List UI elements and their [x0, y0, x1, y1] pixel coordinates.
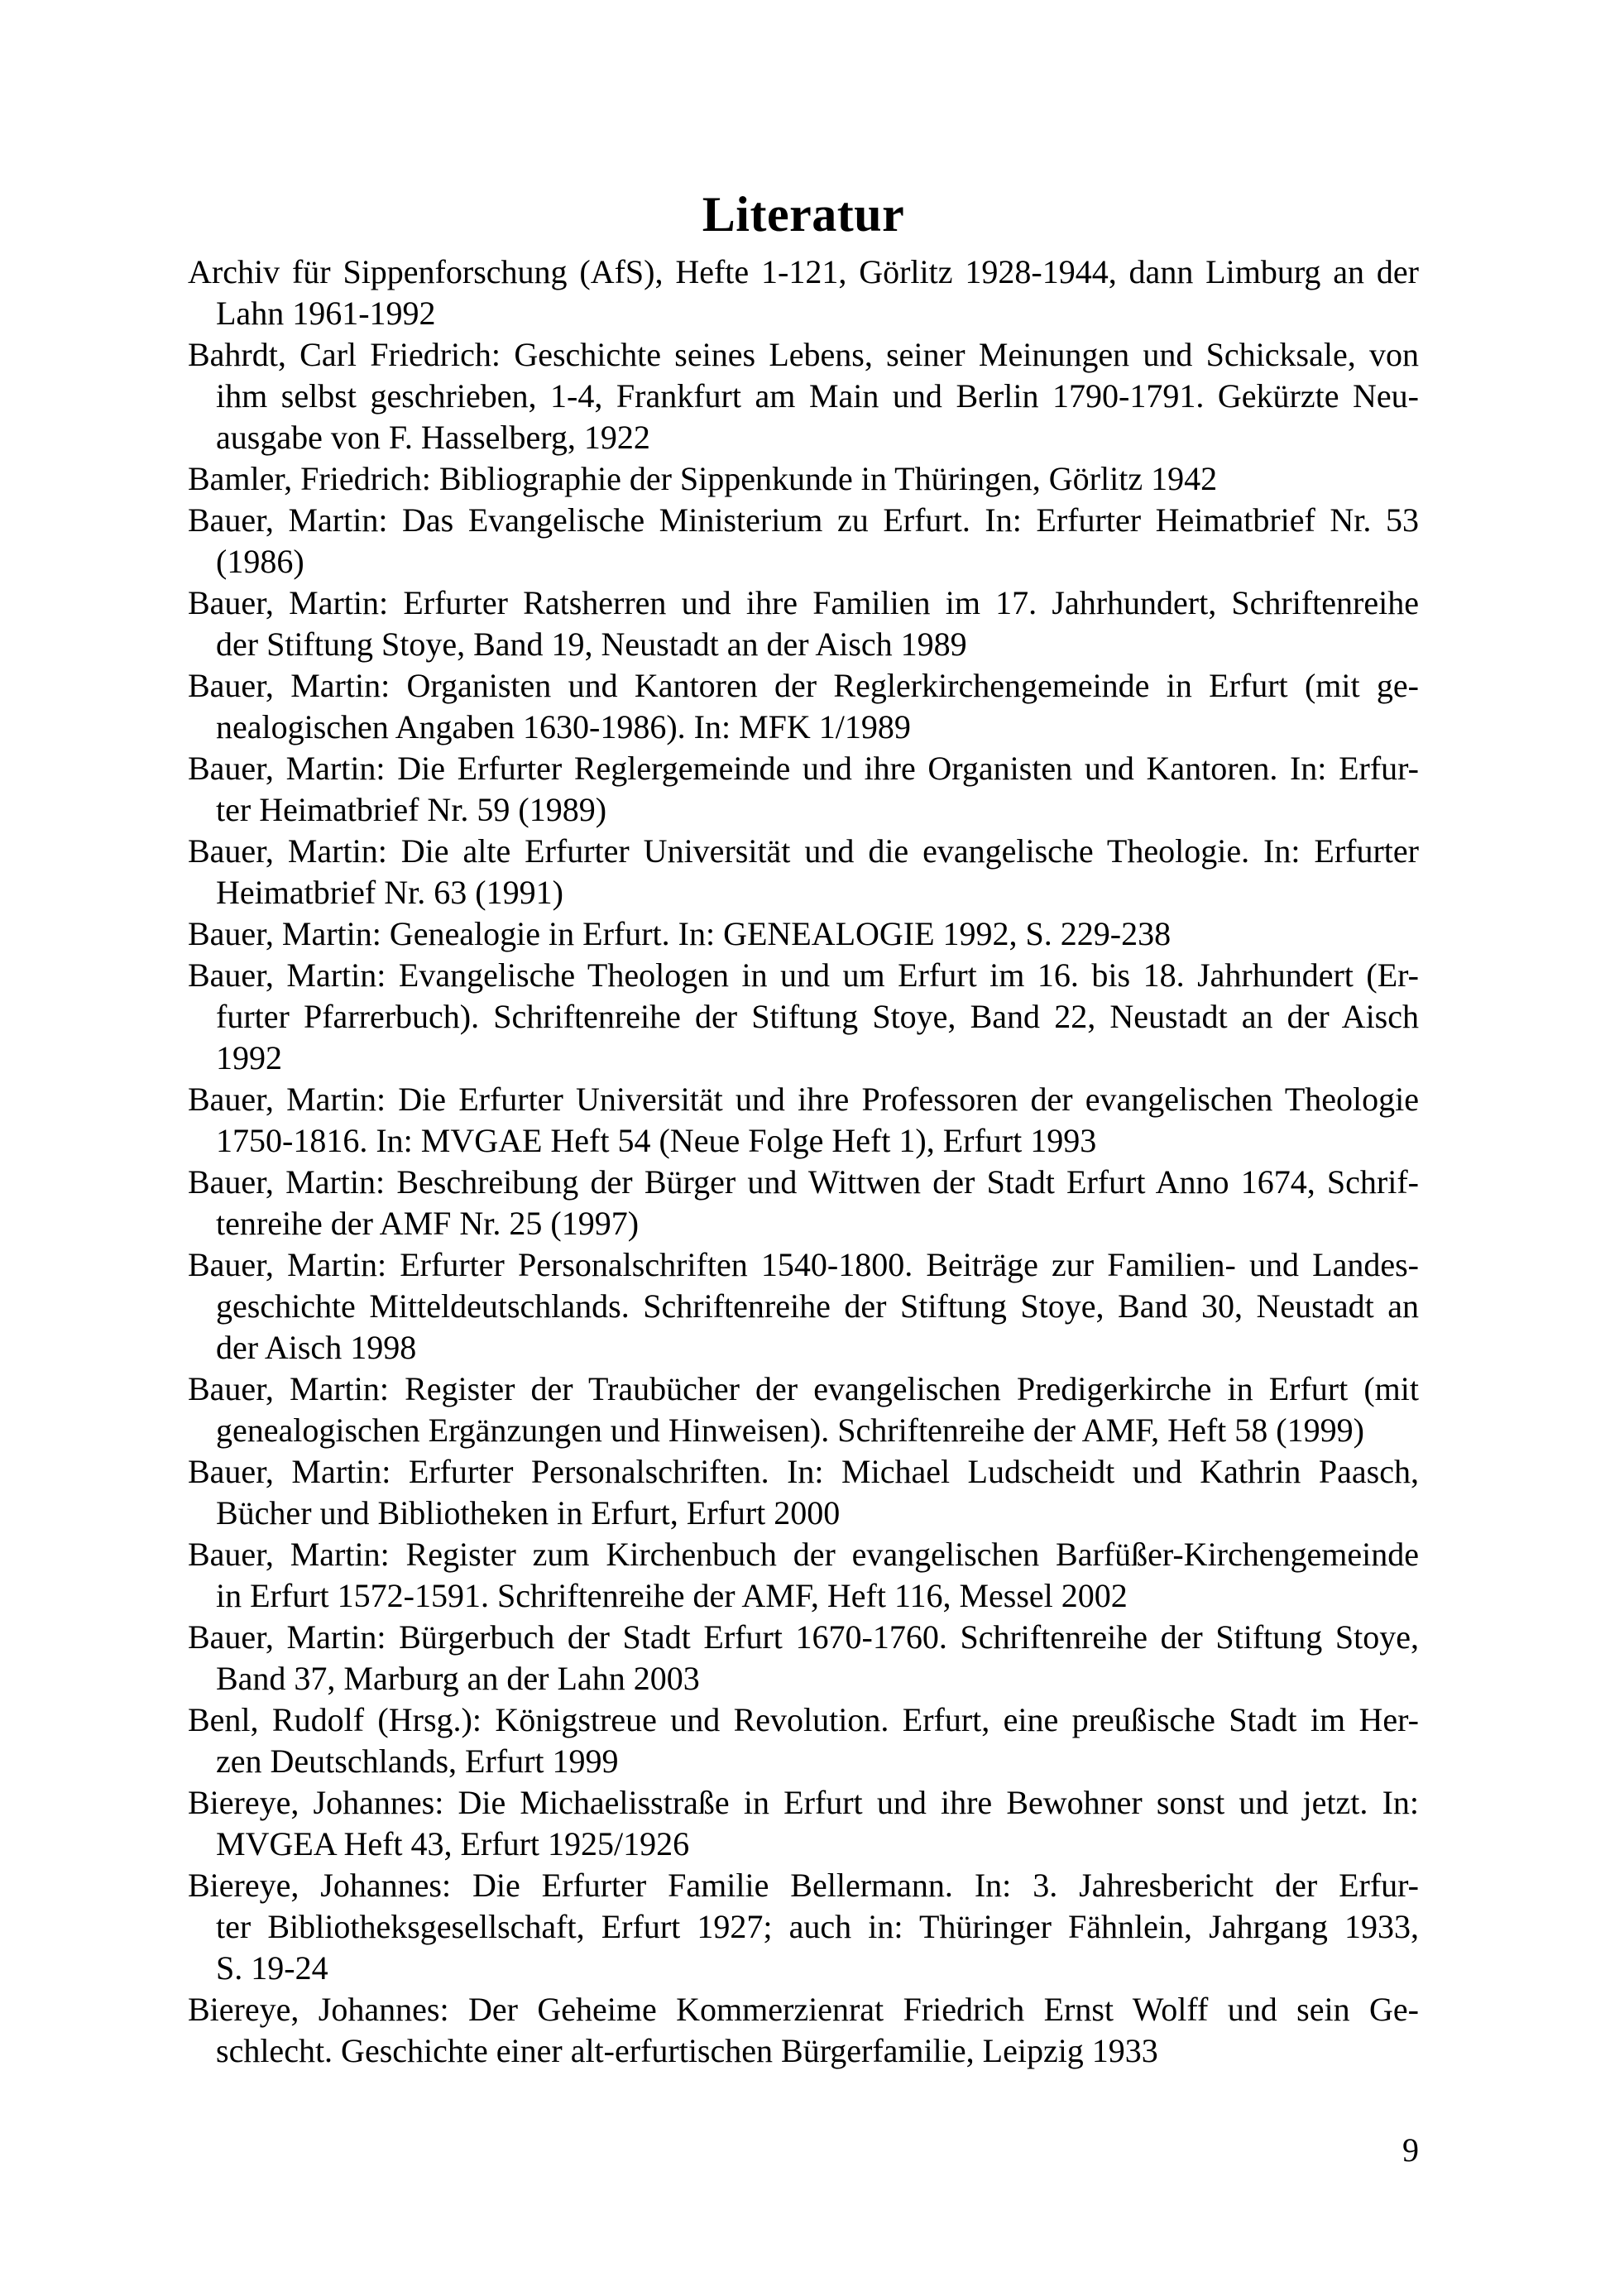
entry-line: S. 19-24 — [216, 1949, 328, 1987]
entry-line: Bauer, Martin: Genealogie in Erfurt. In: GENEALOGIE 1992, S. 229-238 — [188, 915, 1172, 952]
bibliography-entry — [188, 1699, 1419, 1782]
bibliography-entry — [188, 831, 1419, 913]
entry-line: Heimatbrief Nr. 63 (1991) — [216, 874, 563, 911]
page-title: Literatur — [702, 187, 905, 242]
entry-line: furter Pfarrerbuch). Schriftenreihe der Stiftung Stoye, Band 22, Neustadt an der Aisch — [216, 998, 1419, 1035]
entry-line: MVGEA Heft 43, Erfurt 1925/1926 — [216, 1825, 690, 1862]
entry-line: 1750-1816. In: MVGAE Heft 54 (Neue Folge Heft 1), Erfurt 1993 — [216, 1122, 1097, 1159]
entry-line: Biereye, Johannes: Der Geheime Kommerzienrat Friedrich Ernst Wolff und sein Ge- — [188, 1991, 1419, 2028]
bibliography-entry — [188, 665, 1419, 748]
entry-line: tenreihe der AMF Nr. 25 (1997) — [216, 1205, 640, 1242]
bibliography-entry — [188, 458, 1419, 500]
entry-line: Archiv für Sippenforschung (AfS), Hefte 1-121, Görlitz 1928-1944, dann Limburg an der — [188, 253, 1419, 290]
entry-line: Bamler, Friedrich: Bibliographie der Sippenkunde in Thüringen, Görlitz 1942 — [188, 460, 1218, 497]
entry-line: ter Bibliotheksgesellschaft, Erfurt 1927; auch in: Thüringer Fähnlein, Jahrgang 1933, — [216, 1908, 1419, 1945]
entry-line: Bauer, Martin: Register zum Kirchenbuch der evangelischen Barfüßer-Kirchengemeinde — [188, 1536, 1419, 1573]
bibliography-entry — [188, 913, 1419, 955]
entry-line: Bauer, Martin: Erfurter Ratsherren und ihre Familien im 17. Jahrhundert, Schriftenreihe — [188, 584, 1419, 621]
bibliography-entry — [188, 500, 1419, 582]
bibliography-list — [188, 252, 1419, 2072]
entry-line: Bauer, Martin: Register der Traubücher der evangelischen Predigerkirche in Erfurt (mit — [188, 1370, 1419, 1407]
entry-line: der Aisch 1998 — [216, 1329, 417, 1366]
bibliography-entry — [188, 1534, 1419, 1617]
entry-line: Bauer, Martin: Beschreibung der Bürger und Wittwen der Stadt Erfurt Anno 1674, Schrif- — [188, 1163, 1419, 1201]
bibliography-entry — [188, 1451, 1419, 1534]
bibliography-entry — [188, 582, 1419, 665]
bibliography-entry — [188, 252, 1419, 334]
entry-line: Bauer, Martin: Erfurter Personalschriften 1540-1800. Beiträge zur Familien- und Landes- — [188, 1246, 1419, 1283]
entry-line: Bauer, Martin: Evangelische Theologen in und um Erfurt im 16. bis 18. Jahrhundert (Er- — [188, 956, 1419, 994]
entry-line: Bauer, Martin: Die Erfurter Reglergemeinde und ihre Organisten und Kantoren. In: Erfur- — [188, 750, 1419, 787]
entry-line: Bauer, Martin: Das Evangelische Ministerium zu Erfurt. In: Erfurter Heimatbrief Nr. 53 — [188, 501, 1419, 539]
entry-line: Bahrdt, Carl Friedrich: Geschichte seines Lebens, seiner Meinungen und Schicksale, von — [188, 336, 1419, 373]
entry-line: Biereye, Johannes: Die Michaelisstraße in Erfurt und ihre Bewohner sonst und jetzt. In: — [188, 1784, 1419, 1821]
entry-line: in Erfurt 1572-1591. Schriftenreihe der AMF, Heft 116, Messel 2002 — [216, 1577, 1128, 1614]
entry-line: Bauer, Martin: Bürgerbuch der Stadt Erfurt 1670-1760. Schriftenreihe der Stiftung Stoye, — [188, 1618, 1419, 1656]
entry-line: ihm selbst geschrieben, 1-4, Frankfurt am Main und Berlin 1790-1791. Gekürzte Neu- — [216, 377, 1419, 415]
entry-line: schlecht. Geschichte einer alt-erfurtischen Bürgerfamilie, Leipzig 1933 — [216, 2032, 1158, 2069]
entry-line: ter Heimatbrief Nr. 59 (1989) — [216, 791, 607, 828]
bibliography-entry — [188, 1079, 1419, 1162]
bibliography-entry — [188, 1782, 1419, 1865]
entry-line: genealogischen Ergänzungen und Hinweisen). Schriftenreihe der AMF, Heft 58 (1999) — [216, 1412, 1364, 1449]
entry-line: ausgabe von F. Hasselberg, 1922 — [216, 419, 650, 456]
entry-line: geschichte Mitteldeutschlands. Schriftenreihe der Stiftung Stoye, Band 30, Neustadt an — [216, 1287, 1419, 1325]
bibliography-entry — [188, 1368, 1419, 1451]
entry-line: der Stiftung Stoye, Band 19, Neustadt an der Aisch 1989 — [216, 626, 967, 663]
bibliography-entry — [188, 334, 1419, 458]
bibliography-entry — [188, 1244, 1419, 1368]
entry-line: Bauer, Martin: Die Erfurter Universität und ihre Professoren der evangelischen Theologie — [188, 1081, 1419, 1118]
bibliography-entry — [188, 1162, 1419, 1244]
bibliography-entry — [188, 1989, 1419, 2072]
entry-line: nealogischen Angaben 1630-1986). In: MFK 1/1989 — [216, 708, 911, 745]
entry-line: Bücher und Bibliotheken in Erfurt, Erfurt 2000 — [216, 1494, 841, 1531]
entry-line: Biereye, Johannes: Die Erfurter Familie Bellermann. In: 3. Jahresbericht der Erfur- — [188, 1867, 1419, 1904]
entry-line: Band 37, Marburg an der Lahn 2003 — [216, 1660, 700, 1697]
bibliography-entry — [188, 1617, 1419, 1699]
entry-line: Benl, Rudolf (Hrsg.): Königstreue und Revolution. Erfurt, eine preußische Stadt im Her- — [188, 1701, 1419, 1738]
entry-line: (1986) — [216, 543, 304, 580]
entry-line: Bauer, Martin: Erfurter Personalschriften. In: Michael Ludscheidt und Kathrin Paasch, — [188, 1453, 1419, 1490]
bibliography-entry — [188, 1865, 1419, 1989]
page-number: 9 — [1402, 2131, 1419, 2169]
entry-line: 1992 — [216, 1039, 282, 1076]
bibliography-entry — [188, 748, 1419, 831]
bibliography-entry — [188, 955, 1419, 1079]
entry-line: Bauer, Martin: Die alte Erfurter Universität und die evangelische Theologie. In: Erfurter — [188, 832, 1419, 870]
entry-line: Bauer, Martin: Organisten und Kantoren der Reglerkirchengemeinde in Erfurt (mit ge- — [188, 667, 1419, 704]
entry-line: zen Deutschlands, Erfurt 1999 — [216, 1742, 619, 1780]
entry-line: Lahn 1961-1992 — [216, 295, 436, 332]
